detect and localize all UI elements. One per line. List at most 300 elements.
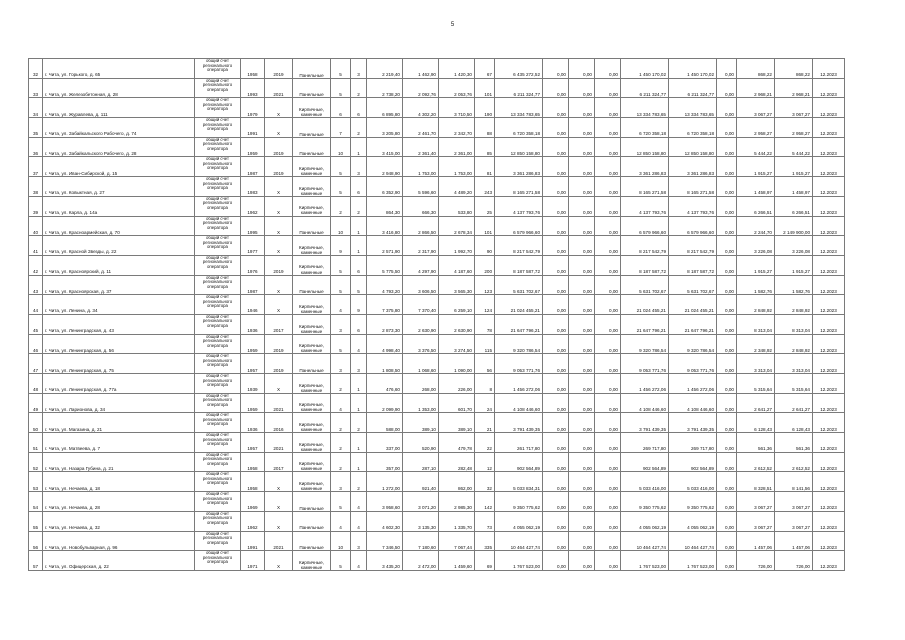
residential-area-cell: 2 342,70 (439, 118, 475, 138)
build-year-cell: 1977 (241, 236, 265, 256)
entrances-cell: 1 (351, 137, 367, 157)
local-funds-cell: 0,00 (595, 118, 621, 138)
regional-funds-cell: 0,00 (569, 374, 595, 394)
fund-method-cell: общий счет регионального оператора (195, 255, 241, 275)
build-year-cell: 1991 (241, 531, 265, 551)
row-number-cell: 50 (29, 413, 43, 433)
residents-cell: 32 (475, 472, 495, 492)
completion-date-cell: 12.2023 (813, 472, 845, 492)
local-funds-cell: 0,00 (595, 334, 621, 354)
floors-cell: 3 (331, 472, 351, 492)
last-repair-year-cell: Х (265, 236, 293, 256)
premises-area-cell: 1 353,00 (403, 393, 439, 413)
total-cost-cell: 8 165 271,58 (495, 177, 543, 197)
table-row (29, 196, 845, 216)
page-number: 5 (450, 22, 455, 28)
wall-material-cell: Кирпичные, каменные (293, 295, 331, 315)
federal-funds-cell: 0,00 (543, 374, 569, 394)
fund-method-cell: общий счет регионального оператора (195, 137, 241, 157)
owners-funds-total-cell: 6 579 966,60 (669, 216, 717, 236)
address-cell: г. Чита, ул. Забайкальского Рабочего, д. 28 (43, 137, 195, 157)
entrances-cell: 6 (351, 314, 367, 334)
last-repair-year-cell: 2019 (265, 59, 293, 79)
residents-cell: 21 (475, 413, 495, 433)
max-unit-cost-cell: 2 612,52 (775, 452, 813, 472)
total-cost-cell: 8 217 542,79 (495, 236, 543, 256)
table-row (29, 531, 845, 551)
wall-material-cell: Кирпичные, каменные (293, 433, 331, 453)
build-year-cell: 1976 (241, 255, 265, 275)
unit-cost-cell: 561,36 (737, 433, 775, 453)
other-funds-cell: 0,00 (717, 413, 737, 433)
last-repair-year-cell: 2019 (265, 354, 293, 374)
premises-area-cell: 3 071,20 (403, 492, 439, 512)
other-funds-cell: 0,00 (717, 354, 737, 374)
floors-cell: 2 (331, 413, 351, 433)
last-repair-year-cell: Х (265, 98, 293, 118)
fund-method-cell: общий счет регионального оператора (195, 295, 241, 315)
last-repair-year-cell: Х (265, 118, 293, 138)
residents-cell: 81 (475, 157, 495, 177)
build-year-cell: 1958 (241, 452, 265, 472)
residents-cell: 85 (475, 137, 495, 157)
floors-cell: 2 (331, 452, 351, 472)
total-area-cell: 2 219,40 (367, 59, 403, 79)
last-repair-year-cell: Х (265, 551, 293, 571)
entrances-cell: 3 (351, 531, 367, 551)
total-cost-cell: 261 717,80 (495, 433, 543, 453)
total-cost-cell: 10 464 427,74 (495, 531, 543, 551)
local-funds-cell: 0,00 (595, 354, 621, 374)
total-area-cell: 3 435,20 (367, 551, 403, 571)
owners-funds-total-cell: 4 137 793,76 (669, 196, 717, 216)
last-repair-year-cell: 2019 (265, 157, 293, 177)
owners-funds-total-cell: 21 647 796,21 (669, 314, 717, 334)
other-funds-cell: 0,00 (717, 137, 737, 157)
residential-area-cell: 479,78 (439, 433, 475, 453)
address-cell: г. Чита, ул. Нечаева, д. 18 (43, 472, 195, 492)
owners-funds-cell: 8 165 271,58 (621, 177, 669, 197)
local-funds-cell: 0,00 (595, 196, 621, 216)
owners-funds-cell: 10 464 427,74 (621, 531, 669, 551)
residential-area-cell: 862,00 (439, 472, 475, 492)
wall-material-cell: Панельные (293, 492, 331, 512)
table-row (29, 157, 845, 177)
floors-cell: 5 (331, 275, 351, 295)
max-unit-cost-cell: 1 458,97 (775, 177, 813, 197)
regional-funds-cell: 0,00 (569, 511, 595, 531)
regional-funds-cell: 0,00 (569, 78, 595, 98)
residents-cell: 190 (475, 98, 495, 118)
wall-material-cell: Кирпичные, каменные (293, 236, 331, 256)
unit-cost-cell: 2 968,21 (737, 78, 775, 98)
unit-cost-cell: 2 958,27 (737, 118, 775, 138)
residential-area-cell: 226,00 (439, 374, 475, 394)
residential-area-cell: 3 710,50 (439, 98, 475, 118)
wall-material-cell: Кирпичные, каменные (293, 452, 331, 472)
build-year-cell: 1959 (241, 137, 265, 157)
address-cell: г. Чита, ул. Забайкальского Рабочего, д. 74 (43, 118, 195, 138)
floors-cell: 5 (331, 78, 351, 98)
completion-date-cell: 12.2023 (813, 492, 845, 512)
row-number-cell: 34 (29, 98, 43, 118)
residential-area-cell: 6 259,10 (439, 295, 475, 315)
last-repair-year-cell: Х (265, 472, 293, 492)
owners-funds-cell: 6 579 966,60 (621, 216, 669, 236)
federal-funds-cell: 0,00 (543, 255, 569, 275)
owners-funds-total-cell: 4 055 062,19 (669, 511, 717, 531)
completion-date-cell: 12.2023 (813, 157, 845, 177)
total-cost-cell: 9 053 771,76 (495, 354, 543, 374)
total-area-cell: 864,30 (367, 196, 403, 216)
max-unit-cost-cell: 2 968,21 (775, 78, 813, 98)
table-row (29, 413, 845, 433)
row-number-cell: 43 (29, 275, 43, 295)
fund-method-cell: общий счет регионального оператора (195, 472, 241, 492)
wall-material-cell: Кирпичные, каменные (293, 472, 331, 492)
total-area-cell: 2 099,90 (367, 393, 403, 413)
owners-funds-cell: 9 053 771,76 (621, 354, 669, 374)
build-year-cell: 1958 (241, 472, 265, 492)
wall-material-cell: Кирпичные, каменные (293, 413, 331, 433)
address-cell: г. Чита, ул. Нечаева, д. 32 (43, 511, 195, 531)
owners-funds-total-cell: 6 211 324,77 (669, 78, 717, 98)
regional-funds-cell: 0,00 (569, 393, 595, 413)
total-cost-cell: 1 767 523,00 (495, 551, 543, 571)
address-cell: г. Чита, ул. Ленинградская, д. 77а (43, 374, 195, 394)
federal-funds-cell: 0,00 (543, 216, 569, 236)
table-row (29, 354, 845, 374)
regional-funds-cell: 0,00 (569, 295, 595, 315)
other-funds-cell: 0,00 (717, 374, 737, 394)
residential-area-cell: 2 985,30 (439, 492, 475, 512)
other-funds-cell: 0,00 (717, 295, 737, 315)
other-funds-cell: 0,00 (717, 551, 737, 571)
regional-funds-cell: 0,00 (569, 216, 595, 236)
total-cost-cell: 9 320 786,54 (495, 334, 543, 354)
entrances-cell: 2 (351, 472, 367, 492)
max-unit-cost-cell: 2 848,92 (775, 295, 813, 315)
total-area-cell: 3 205,80 (367, 118, 403, 138)
owners-funds-cell: 4 137 793,76 (621, 196, 669, 216)
row-number-cell: 32 (29, 59, 43, 79)
owners-funds-total-cell: 13 334 783,65 (669, 98, 717, 118)
premises-area-cell: 2 866,50 (403, 216, 439, 236)
table-row (29, 98, 845, 118)
owners-funds-cell: 902 564,89 (621, 452, 669, 472)
regional-funds-cell: 0,00 (569, 137, 595, 157)
floors-cell: 5 (331, 177, 351, 197)
residential-area-cell: 282,48 (439, 452, 475, 472)
residents-cell: 124 (475, 295, 495, 315)
residential-area-cell: 389,10 (439, 413, 475, 433)
table-row (29, 374, 845, 394)
owners-funds-total-cell: 12 850 158,80 (669, 137, 717, 157)
owners-funds-cell: 1 450 170,02 (621, 59, 669, 79)
residents-cell: 115 (475, 334, 495, 354)
address-cell: г. Чита, ул. Магазина, д. 21 (43, 413, 195, 433)
total-area-cell: 1 272,00 (367, 472, 403, 492)
last-repair-year-cell: 2017 (265, 452, 293, 472)
last-repair-year-cell: 2019 (265, 334, 293, 354)
residents-cell: 90 (475, 236, 495, 256)
total-cost-cell: 6 579 966,60 (495, 216, 543, 236)
entrances-cell: 5 (351, 275, 367, 295)
build-year-cell: 1983 (241, 177, 265, 197)
address-cell: г. Чита, ул. Ленинградская, д. 43 (43, 314, 195, 334)
table-row (29, 275, 845, 295)
completion-date-cell: 12.2023 (813, 452, 845, 472)
row-number-cell: 35 (29, 118, 43, 138)
fund-method-cell: общий счет регионального оператора (195, 413, 241, 433)
completion-date-cell: 12.2023 (813, 275, 845, 295)
floors-cell: 10 (331, 531, 351, 551)
federal-funds-cell: 0,00 (543, 492, 569, 512)
federal-funds-cell: 0,00 (543, 196, 569, 216)
build-year-cell: 1957 (241, 433, 265, 453)
premises-area-cell: 7 180,60 (403, 531, 439, 551)
owners-funds-total-cell: 1 456 272,06 (669, 374, 717, 394)
wall-material-cell: Кирпичные, каменные (293, 314, 331, 334)
wall-material-cell: Кирпичные, каменные (293, 551, 331, 571)
floors-cell: 3 (331, 354, 351, 374)
completion-date-cell: 12.2023 (813, 314, 845, 334)
federal-funds-cell: 0,00 (543, 78, 569, 98)
premises-area-cell: 3 376,50 (403, 334, 439, 354)
total-area-cell: 7 346,50 (367, 531, 403, 551)
other-funds-cell: 0,00 (717, 78, 737, 98)
table-row (29, 216, 845, 236)
build-year-cell: 1957 (241, 354, 265, 374)
entrances-cell: 1 (351, 393, 367, 413)
last-repair-year-cell: 2021 (265, 433, 293, 453)
wall-material-cell: Панельные (293, 78, 331, 98)
floors-cell: 5 (331, 59, 351, 79)
total-cost-cell: 3 791 439,35 (495, 413, 543, 433)
max-unit-cost-cell: 1 915,27 (775, 255, 813, 275)
owners-funds-cell: 21 647 796,21 (621, 314, 669, 334)
row-number-cell: 33 (29, 78, 43, 98)
premises-area-cell: 1 462,90 (403, 59, 439, 79)
build-year-cell: 1939 (241, 374, 265, 394)
floors-cell: 5 (331, 255, 351, 275)
unit-cost-cell: 1 457,06 (737, 531, 775, 551)
owners-funds-total-cell: 3 361 286,83 (669, 157, 717, 177)
local-funds-cell: 0,00 (595, 137, 621, 157)
entrances-cell: 3 (351, 59, 367, 79)
regional-funds-cell: 0,00 (569, 433, 595, 453)
last-repair-year-cell: 2019 (265, 137, 293, 157)
residential-area-cell: 4 187,60 (439, 255, 475, 275)
entrances-cell: 4 (351, 551, 367, 571)
residential-area-cell: 2 678,34 (439, 216, 475, 236)
entrances-cell: 1 (351, 216, 367, 236)
last-repair-year-cell: 2017 (265, 314, 293, 334)
local-funds-cell: 0,00 (595, 275, 621, 295)
other-funds-cell: 0,00 (717, 59, 737, 79)
entrances-cell: 6 (351, 255, 367, 275)
owners-funds-cell: 9 320 786,54 (621, 334, 669, 354)
row-number-cell: 40 (29, 216, 43, 236)
build-year-cell: 1946 (241, 295, 265, 315)
residential-area-cell: 1 335,70 (439, 511, 475, 531)
entrances-cell: 2 (351, 413, 367, 433)
max-unit-cost-cell: 8 313,04 (775, 314, 813, 334)
floors-cell: 4 (331, 511, 351, 531)
fund-method-cell: общий счет регионального оператора (195, 98, 241, 118)
floors-cell: 2 (331, 374, 351, 394)
owners-funds-total-cell: 9 350 775,62 (669, 492, 717, 512)
address-cell: г. Чита, ул. Карла, д. 14а (43, 196, 195, 216)
table-row (29, 295, 845, 315)
max-unit-cost-cell: 5 315,64 (775, 374, 813, 394)
total-cost-cell: 4 108 446,60 (495, 393, 543, 413)
floors-cell: 9 (331, 236, 351, 256)
unit-cost-cell: 1 915,27 (737, 255, 775, 275)
premises-area-cell: 5 596,60 (403, 177, 439, 197)
total-cost-cell: 6 211 324,77 (495, 78, 543, 98)
residential-area-cell: 4 489,20 (439, 177, 475, 197)
owners-funds-cell: 21 024 455,21 (621, 295, 669, 315)
row-number-cell: 45 (29, 314, 43, 334)
owners-funds-cell: 4 055 062,19 (621, 511, 669, 531)
residents-cell: 22 (475, 433, 495, 453)
fund-method-cell: общий счет регионального оператора (195, 531, 241, 551)
floors-cell: 5 (331, 157, 351, 177)
last-repair-year-cell: 2016 (265, 413, 293, 433)
build-year-cell: 1959 (241, 334, 265, 354)
regional-funds-cell: 0,00 (569, 177, 595, 197)
table-row (29, 177, 845, 197)
max-unit-cost-cell: 3 067,27 (775, 511, 813, 531)
residential-area-cell: 1 420,30 (439, 59, 475, 79)
last-repair-year-cell: Х (265, 374, 293, 394)
row-number-cell: 54 (29, 492, 43, 512)
regional-funds-cell: 0,00 (569, 314, 595, 334)
max-unit-cost-cell: 2 848,92 (775, 334, 813, 354)
table-row (29, 118, 845, 138)
owners-funds-cell: 13 334 783,65 (621, 98, 669, 118)
premises-area-cell: 2 630,90 (403, 314, 439, 334)
owners-funds-total-cell: 8 187 587,72 (669, 255, 717, 275)
local-funds-cell: 0,00 (595, 551, 621, 571)
local-funds-cell: 0,00 (595, 255, 621, 275)
total-area-cell: 3 958,60 (367, 492, 403, 512)
premises-area-cell: 1 068,60 (403, 354, 439, 374)
row-number-cell: 49 (29, 393, 43, 413)
entrances-cell: 6 (351, 98, 367, 118)
premises-area-cell: 4 302,20 (403, 98, 439, 118)
max-unit-cost-cell: 2 149 900,00 (775, 216, 813, 236)
premises-area-cell: 7 370,40 (403, 295, 439, 315)
federal-funds-cell: 0,00 (543, 295, 569, 315)
residents-cell: 24 (475, 393, 495, 413)
wall-material-cell: Кирпичные, каменные (293, 98, 331, 118)
premises-area-cell: 520,90 (403, 433, 439, 453)
premises-area-cell: 3 606,50 (403, 275, 439, 295)
row-number-cell: 51 (29, 433, 43, 453)
unit-cost-cell: 2 641,27 (737, 393, 775, 413)
owners-funds-total-cell: 21 024 455,21 (669, 295, 717, 315)
federal-funds-cell: 0,00 (543, 314, 569, 334)
premises-area-cell: 3 135,30 (403, 511, 439, 531)
total-cost-cell: 21 024 455,21 (495, 295, 543, 315)
regional-funds-cell: 0,00 (569, 551, 595, 571)
entrances-cell: 4 (351, 334, 367, 354)
unit-cost-cell: 3 067,27 (737, 492, 775, 512)
other-funds-cell: 0,00 (717, 472, 737, 492)
entrances-cell: 1 (351, 374, 367, 394)
unit-cost-cell: 8 313,04 (737, 314, 775, 334)
entrances-cell: 9 (351, 295, 367, 315)
last-repair-year-cell: Х (265, 275, 293, 295)
owners-funds-total-cell: 269 717,80 (669, 433, 717, 453)
total-area-cell: 6 895,80 (367, 98, 403, 118)
local-funds-cell: 0,00 (595, 59, 621, 79)
fund-method-cell: общий счет регионального оператора (195, 78, 241, 98)
owners-funds-total-cell: 902 564,89 (669, 452, 717, 472)
residential-area-cell: 2 053,76 (439, 78, 475, 98)
wall-material-cell: Панельные (293, 511, 331, 531)
fund-method-cell: общий счет регионального оператора (195, 354, 241, 374)
owners-funds-cell: 1 456 272,06 (621, 374, 669, 394)
wall-material-cell: Панельные (293, 531, 331, 551)
entrances-cell: 2 (351, 78, 367, 98)
build-year-cell: 1987 (241, 157, 265, 177)
address-cell: г. Чита, ул. Ленинградская, д. 75 (43, 354, 195, 374)
owners-funds-total-cell: 8 165 271,58 (669, 177, 717, 197)
max-unit-cost-cell: 1 915,27 (775, 157, 813, 177)
total-cost-cell: 5 631 702,67 (495, 275, 543, 295)
residents-cell: 69 (475, 551, 495, 571)
owners-funds-total-cell: 10 464 427,74 (669, 531, 717, 551)
residential-area-cell: 1 753,00 (439, 157, 475, 177)
total-area-cell: 357,00 (367, 452, 403, 472)
max-unit-cost-cell: 561,36 (775, 433, 813, 453)
residents-cell: 67 (475, 59, 495, 79)
other-funds-cell: 0,00 (717, 433, 737, 453)
owners-funds-total-cell: 3 791 439,35 (669, 413, 717, 433)
completion-date-cell: 12.2023 (813, 59, 845, 79)
entrances-cell: 2 (351, 196, 367, 216)
residents-cell: 335 (475, 531, 495, 551)
build-year-cell: 1995 (241, 216, 265, 236)
federal-funds-cell: 0,00 (543, 354, 569, 374)
max-unit-cost-cell: 2 958,27 (775, 118, 813, 138)
last-repair-year-cell: 2021 (265, 393, 293, 413)
residents-cell: 88 (475, 118, 495, 138)
owners-funds-cell: 5 631 702,67 (621, 275, 669, 295)
fund-method-cell: общий счет регионального оператора (195, 157, 241, 177)
fund-method-cell: общий счет регионального оператора (195, 393, 241, 413)
build-year-cell: 1936 (241, 314, 265, 334)
wall-material-cell: Кирпичные, каменные (293, 157, 331, 177)
unit-cost-cell: 3 067,27 (737, 511, 775, 531)
entrances-cell: 1 (351, 236, 367, 256)
fund-method-cell: общий счет регионального оператора (195, 196, 241, 216)
other-funds-cell: 0,00 (717, 334, 737, 354)
max-unit-cost-cell: 6 128,43 (775, 413, 813, 433)
local-funds-cell: 0,00 (595, 433, 621, 453)
federal-funds-cell: 0,00 (543, 59, 569, 79)
regional-funds-cell: 0,00 (569, 157, 595, 177)
local-funds-cell: 0,00 (595, 492, 621, 512)
wall-material-cell: Кирпичные, каменные (293, 177, 331, 197)
residents-cell: 101 (475, 216, 495, 236)
address-cell: г. Чита, ул. Железобетонная, д. 28 (43, 78, 195, 98)
max-unit-cost-cell: 868,22 (775, 59, 813, 79)
row-number-cell: 46 (29, 334, 43, 354)
